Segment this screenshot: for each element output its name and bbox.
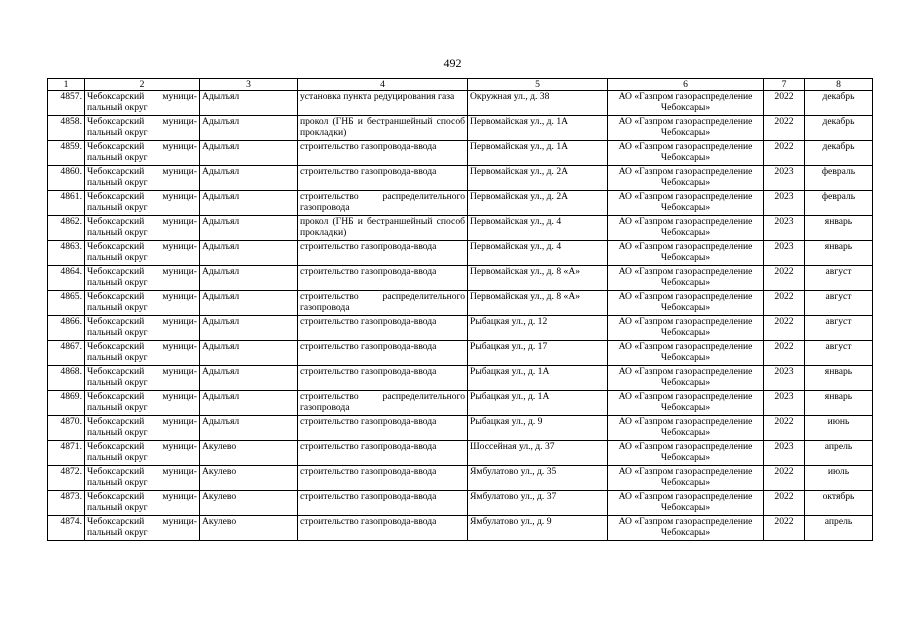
row-number-cell: 4861. [48,191,85,216]
district-cell: Чебоксарский муници-пальный округ [85,466,200,491]
column-header: 2 [85,79,200,91]
organization-cell: АО «Газпром газораспределение Чебоксары» [608,491,764,516]
locality-cell: Адылъял [200,416,298,441]
table-row [48,166,873,191]
month-cell: август [805,291,873,316]
district-cell: Чебоксарский муници-пальный округ [85,341,200,366]
organization-cell: АО «Газпром газораспределение Чебоксары» [608,416,764,441]
month-cell: февраль [805,191,873,216]
locality-cell: Адылъял [200,116,298,141]
district-cell: Чебоксарский муници-пальный округ [85,191,200,216]
year-cell: 2023 [764,391,805,416]
year-cell: 2022 [764,466,805,491]
row-number-cell: 4860. [48,166,85,191]
column-header: 6 [608,79,764,91]
organization-cell: АО «Газпром газораспределение Чебоксары» [608,441,764,466]
address-cell: Первомайская ул., д. 8 «А» [468,266,608,291]
table-row [48,141,873,166]
month-cell: октябрь [805,491,873,516]
year-cell: 2022 [764,291,805,316]
organization-cell: АО «Газпром газораспределение Чебоксары» [608,516,764,541]
table-row [48,366,873,391]
year-cell: 2023 [764,241,805,266]
row-number-cell: 4868. [48,366,85,391]
year-cell: 2022 [764,416,805,441]
address-cell: Рыбацкая ул., д. 12 [468,316,608,341]
work-type-cell: строительство газопровода-ввода [298,516,468,541]
district-cell: Чебоксарский муници-пальный округ [85,491,200,516]
table-row [48,391,873,416]
work-type-cell: строительство газопровода-ввода [298,441,468,466]
work-type-cell: строительство газопровода-ввода [298,466,468,491]
table-row [48,91,873,116]
district-cell: Чебоксарский муници-пальный округ [85,241,200,266]
organization-cell: АО «Газпром газораспределение Чебоксары» [608,91,764,116]
locality-cell: Адылъял [200,316,298,341]
table-row [48,466,873,491]
district-cell: Чебоксарский муници-пальный округ [85,166,200,191]
district-cell: Чебоксарский муници-пальный округ [85,116,200,141]
work-type-cell: строительство газопровода-ввода [298,416,468,441]
table-row [48,216,873,241]
table-row [48,291,873,316]
locality-cell: Адылъял [200,366,298,391]
work-type-cell: строительство газопровода-ввода [298,241,468,266]
year-cell: 2023 [764,216,805,241]
organization-cell: АО «Газпром газораспределение Чебоксары» [608,216,764,241]
organization-cell: АО «Газпром газораспределение Чебоксары» [608,141,764,166]
work-type-cell: строительство газопровода-ввода [298,366,468,391]
address-cell: Окружная ул., д. 38 [468,91,608,116]
address-cell: Шоссейная ул., д. 37 [468,441,608,466]
month-cell: август [805,341,873,366]
year-cell: 2022 [764,316,805,341]
row-number-cell: 4859. [48,141,85,166]
work-type-cell: строительство газопровода-ввода [298,166,468,191]
work-type-cell: строительство газопровода-ввода [298,141,468,166]
table-row [48,316,873,341]
column-header: 5 [468,79,608,91]
month-cell: январь [805,241,873,266]
address-cell: Ямбулатово ул., д. 9 [468,516,608,541]
table-row [48,116,873,141]
row-number-cell: 4858. [48,116,85,141]
month-cell: апрель [805,441,873,466]
month-cell: август [805,266,873,291]
district-cell: Чебоксарский муници-пальный округ [85,316,200,341]
row-number-cell: 4873. [48,491,85,516]
year-cell: 2022 [764,141,805,166]
year-cell: 2023 [764,191,805,216]
month-cell: апрель [805,516,873,541]
work-type-cell: строительство распределительного газопровода [298,191,468,216]
district-cell: Чебоксарский муници-пальный округ [85,391,200,416]
district-cell: Чебоксарский муници-пальный округ [85,291,200,316]
locality-cell: Адылъял [200,166,298,191]
organization-cell: АО «Газпром газораспределение Чебоксары» [608,316,764,341]
locality-cell: Акулево [200,516,298,541]
district-cell: Чебоксарский муници-пальный округ [85,441,200,466]
address-cell: Первомайская ул., д. 8 «А» [468,291,608,316]
locality-cell: Акулево [200,441,298,466]
address-cell: Рыбацкая ул., д. 1А [468,366,608,391]
district-cell: Чебоксарский муници-пальный округ [85,141,200,166]
organization-cell: АО «Газпром газораспределение Чебоксары» [608,291,764,316]
row-number-cell: 4871. [48,441,85,466]
row-number-cell: 4865. [48,291,85,316]
work-type-cell: строительство распределительного газопровода [298,291,468,316]
column-header: 3 [200,79,298,91]
page-number: 492 [443,56,462,70]
year-cell: 2022 [764,516,805,541]
locality-cell: Адылъял [200,266,298,291]
locality-cell: Адылъял [200,216,298,241]
table-row [48,491,873,516]
organization-cell: АО «Газпром газораспределение Чебоксары» [608,266,764,291]
organization-cell: АО «Газпром газораспределение Чебоксары» [608,466,764,491]
work-type-cell: прокол (ГНБ и бестраншейный способ прокладки) [298,216,468,241]
address-cell: Рыбацкая ул., д. 17 [468,341,608,366]
table-row [48,266,873,291]
month-cell: январь [805,366,873,391]
month-cell: июнь [805,416,873,441]
address-cell: Первомайская ул., д. 2А [468,191,608,216]
column-header: 1 [48,79,85,91]
column-header: 7 [764,79,805,91]
work-type-cell: строительство газопровода-ввода [298,316,468,341]
address-cell: Первомайская ул., д. 4 [468,216,608,241]
table-header-row [48,79,873,91]
month-cell: декабрь [805,141,873,166]
locality-cell: Адылъял [200,341,298,366]
month-cell: февраль [805,166,873,191]
year-cell: 2022 [764,116,805,141]
address-cell: Ямбулатово ул., д. 37 [468,491,608,516]
address-cell: Первомайская ул., д. 1А [468,141,608,166]
organization-cell: АО «Газпром газораспределение Чебоксары» [608,116,764,141]
row-number-cell: 4862. [48,216,85,241]
address-cell: Первомайская ул., д. 4 [468,241,608,266]
row-number-cell: 4864. [48,266,85,291]
locality-cell: Адылъял [200,391,298,416]
address-cell: Первомайская ул., д. 1А [468,116,608,141]
month-cell: август [805,316,873,341]
column-header: 8 [805,79,873,91]
address-cell: Первомайская ул., д. 2А [468,166,608,191]
district-cell: Чебоксарский муници-пальный округ [85,216,200,241]
year-cell: 2023 [764,166,805,191]
row-number-cell: 4866. [48,316,85,341]
work-type-cell: установка пункта редуцирования газа [298,91,468,116]
month-cell: декабрь [805,91,873,116]
row-number-cell: 4869. [48,391,85,416]
organization-cell: АО «Газпром газораспределение Чебоксары» [608,366,764,391]
organization-cell: АО «Газпром газораспределение Чебоксары» [608,166,764,191]
row-number-cell: 4857. [48,91,85,116]
locality-cell: Акулево [200,491,298,516]
year-cell: 2022 [764,266,805,291]
district-cell: Чебоксарский муници-пальный округ [85,516,200,541]
table-row [48,416,873,441]
organization-cell: АО «Газпром газораспределение Чебоксары» [608,241,764,266]
table-body [48,91,873,541]
month-cell: январь [805,391,873,416]
district-cell: Чебоксарский муници-пальный округ [85,366,200,391]
month-cell: декабрь [805,116,873,141]
locality-cell: Адылъял [200,91,298,116]
address-cell: Рыбацкая ул., д. 9 [468,416,608,441]
organization-cell: АО «Газпром газораспределение Чебоксары» [608,391,764,416]
address-cell: Рыбацкая ул., д. 1А [468,391,608,416]
table-row [48,191,873,216]
district-cell: Чебоксарский муници-пальный округ [85,266,200,291]
gasification-table [47,78,873,541]
month-cell: июль [805,466,873,491]
locality-cell: Адылъял [200,191,298,216]
table-row [48,441,873,466]
table-row [48,341,873,366]
locality-cell: Акулево [200,466,298,491]
row-number-cell: 4872. [48,466,85,491]
work-type-cell: строительство газопровода-ввода [298,491,468,516]
table-row [48,241,873,266]
address-cell: Ямбулатово ул., д. 35 [468,466,608,491]
column-header: 4 [298,79,468,91]
district-cell: Чебоксарский муници-пальный округ [85,416,200,441]
locality-cell: Адылъял [200,141,298,166]
work-type-cell: строительство газопровода-ввода [298,341,468,366]
table-row [48,516,873,541]
work-type-cell: строительство распределительного газопровода [298,391,468,416]
year-cell: 2022 [764,341,805,366]
row-number-cell: 4874. [48,516,85,541]
year-cell: 2023 [764,366,805,391]
locality-cell: Адылъял [200,241,298,266]
year-cell: 2022 [764,491,805,516]
month-cell: январь [805,216,873,241]
work-type-cell: прокол (ГНБ и бестраншейный способ прокладки) [298,116,468,141]
row-number-cell: 4870. [48,416,85,441]
row-number-cell: 4867. [48,341,85,366]
district-cell: Чебоксарский муници-пальный округ [85,91,200,116]
organization-cell: АО «Газпром газораспределение Чебоксары» [608,191,764,216]
year-cell: 2023 [764,441,805,466]
year-cell: 2022 [764,91,805,116]
row-number-cell: 4863. [48,241,85,266]
locality-cell: Адылъял [200,291,298,316]
organization-cell: АО «Газпром газораспределение Чебоксары» [608,341,764,366]
work-type-cell: строительство газопровода-ввода [298,266,468,291]
